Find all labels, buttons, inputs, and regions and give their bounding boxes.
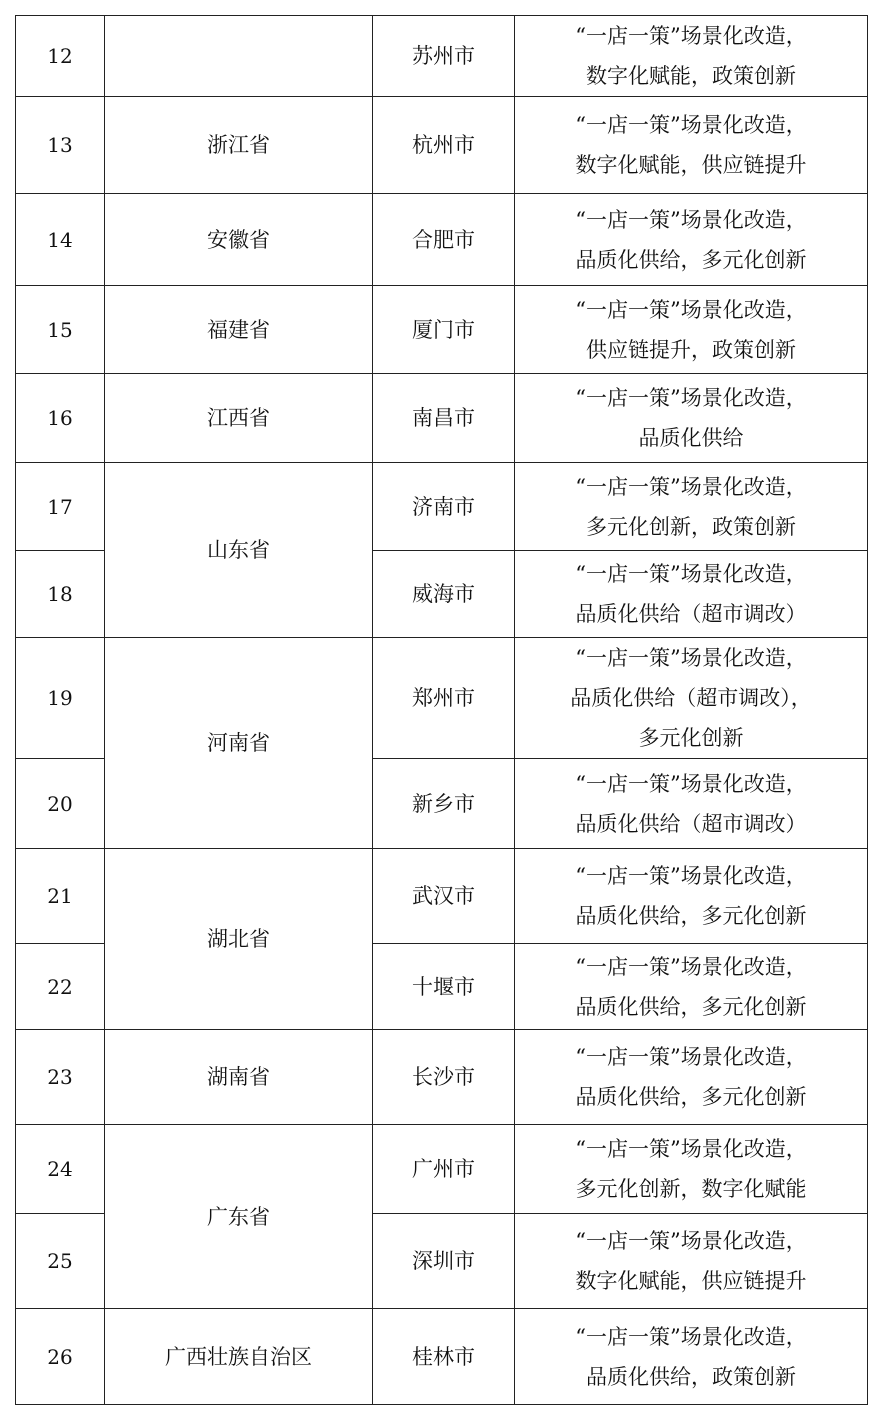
city-cell: 南昌市: [373, 374, 515, 463]
city-cell: 武汉市: [373, 849, 515, 944]
row-number: 24: [16, 1125, 105, 1214]
measures-line: 品质化供给，多元化创新: [575, 994, 807, 1019]
pilot-cities-table: [15, 15, 868, 1405]
measures-line: “一店一策”场景化改造，: [575, 646, 807, 670]
measures-line: 品质化供给（超市调改）: [575, 602, 807, 626]
measures-cell: [515, 759, 868, 849]
row-number: 22: [16, 944, 105, 1030]
measures-line: 品质化供给，多元化创新: [575, 247, 807, 272]
city-cell: 长沙市: [373, 1030, 515, 1125]
row-number: 12: [16, 16, 105, 97]
province-cell: 江西省: [105, 374, 373, 463]
measures-line: “一店一策”场景化改造，: [575, 1229, 807, 1253]
city-cell: 郑州市: [373, 638, 515, 759]
measures-line: 多元化创新，政策创新: [586, 514, 796, 539]
row-number: 21: [16, 849, 105, 944]
city-cell: 深圳市: [373, 1214, 515, 1309]
measures-line: 数字化赋能，供应链提升: [575, 1269, 807, 1293]
measures-line: 品质化供给，政策创新: [586, 1364, 796, 1389]
province-cell: 广东省: [105, 1125, 373, 1309]
measures-cell: [515, 16, 868, 97]
measures-line: 数字化赋能，供应链提升: [575, 153, 807, 177]
city-cell: 十堰市: [373, 944, 515, 1030]
city-cell: 合肥市: [373, 194, 515, 286]
province-cell: 浙江省: [105, 97, 373, 194]
row-number: 17: [16, 463, 105, 551]
measures-line: 品质化供给，多元化创新: [575, 904, 807, 928]
measures-line: “一店一策”场景化改造，: [575, 207, 807, 232]
city-cell: 厦门市: [373, 286, 515, 374]
table-row: [16, 1125, 868, 1214]
row-number: 20: [16, 759, 105, 849]
measures-line: “一店一策”场景化改造，: [575, 297, 807, 322]
row-number: 18: [16, 551, 105, 638]
measures-line: “一店一策”场景化改造，: [575, 1324, 807, 1349]
row-number: 16: [16, 374, 105, 463]
measures-line: 数字化赋能，政策创新: [586, 64, 796, 88]
measures-cell: [515, 1214, 868, 1309]
province-cell: 山东省: [105, 463, 373, 638]
province-cell: 安徽省: [105, 194, 373, 286]
city-cell: 杭州市: [373, 97, 515, 194]
measures-line: “一店一策”场景化改造，: [575, 474, 807, 499]
measures-line: “一店一策”场景化改造，: [575, 113, 807, 137]
city-cell: 新乡市: [373, 759, 515, 849]
province-cell: [105, 16, 373, 97]
measures-line: 品质化供给（超市调改），: [570, 686, 812, 710]
measures-cell: [515, 849, 868, 944]
province-cell: 湖北省: [105, 849, 373, 1030]
row-number: 25: [16, 1214, 105, 1309]
measures-cell: [515, 944, 868, 1030]
measures-line: 品质化供给，多元化创新: [575, 1085, 807, 1109]
measures-cell: [515, 463, 868, 551]
row-number: 26: [16, 1309, 105, 1405]
measures-line: 品质化供给: [638, 426, 744, 450]
province-cell: 广西壮族自治区: [105, 1309, 373, 1405]
measures-line: “一店一策”场景化改造，: [575, 24, 807, 48]
measures-line: “一店一策”场景化改造，: [575, 771, 807, 796]
measures-cell: [515, 286, 868, 374]
measures-cell: [515, 638, 868, 759]
city-cell: 桂林市: [373, 1309, 515, 1405]
table-row: [16, 1309, 868, 1405]
measures-cell: [515, 551, 868, 638]
province-cell: 河南省: [105, 638, 373, 849]
measures-cell: [515, 97, 868, 194]
measures-line: “一店一策”场景化改造，: [575, 386, 807, 410]
province-cell: 湖南省: [105, 1030, 373, 1125]
measures-cell: [515, 374, 868, 463]
city-cell: 济南市: [373, 463, 515, 551]
table-row: [16, 286, 868, 374]
measures-line: 多元化创新: [638, 726, 744, 750]
city-cell: 广州市: [373, 1125, 515, 1214]
measures-line: “一店一策”场景化改造，: [575, 562, 807, 586]
measures-line: “一店一策”场景化改造，: [575, 864, 807, 888]
table-row: [16, 849, 868, 944]
table-row: [16, 16, 868, 97]
measures-cell: [515, 1309, 868, 1405]
measures-line: 供应链提升，政策创新: [586, 337, 796, 362]
row-number: 23: [16, 1030, 105, 1125]
table-row: [16, 97, 868, 194]
table-row: [16, 194, 868, 286]
measures-line: 品质化供给（超市调改）: [575, 811, 807, 836]
measures-line: 多元化创新，数字化赋能: [575, 1177, 807, 1201]
measures-cell: [515, 1125, 868, 1214]
row-number: 19: [16, 638, 105, 759]
city-cell: 威海市: [373, 551, 515, 638]
measures-cell: [515, 1030, 868, 1125]
row-number: 14: [16, 194, 105, 286]
measures-line: “一店一策”场景化改造，: [575, 1137, 807, 1161]
table-row: [16, 1030, 868, 1125]
row-number: 15: [16, 286, 105, 374]
measures-cell: [515, 194, 868, 286]
table-row: [16, 638, 868, 759]
measures-line: “一店一策”场景化改造，: [575, 1045, 807, 1069]
measures-line: “一店一策”场景化改造，: [575, 954, 807, 979]
table-row: [16, 463, 868, 551]
city-cell: 苏州市: [373, 16, 515, 97]
row-number: 13: [16, 97, 105, 194]
table-row: [16, 374, 868, 463]
province-cell: 福建省: [105, 286, 373, 374]
